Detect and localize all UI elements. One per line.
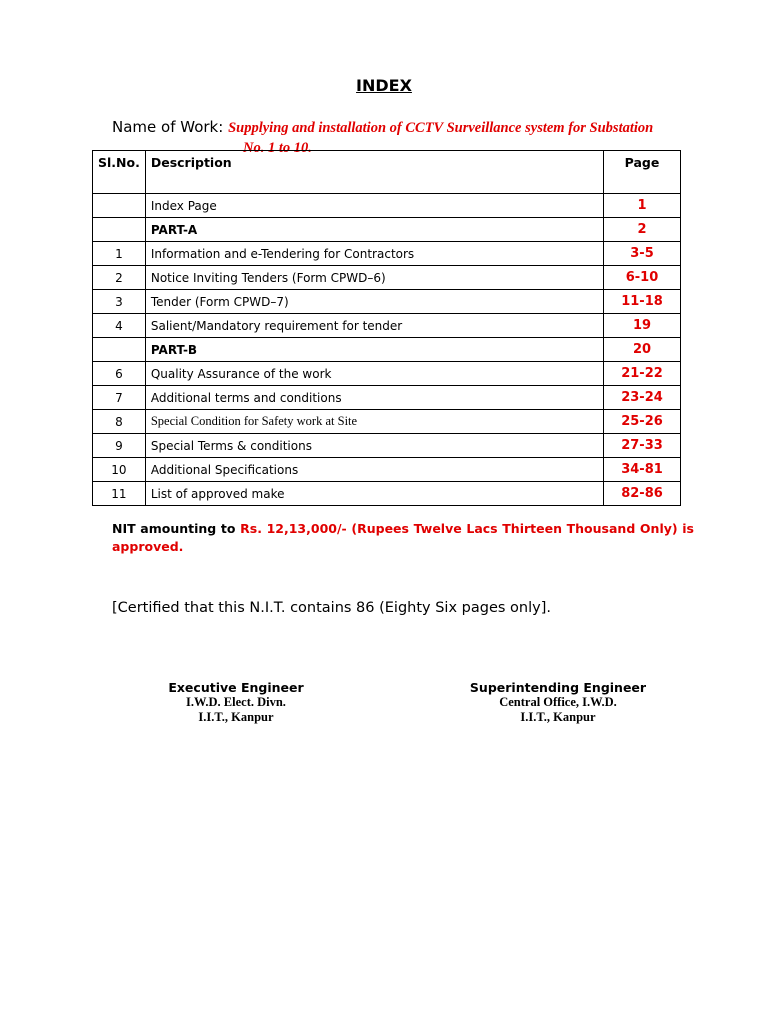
- row-sl-no: 2: [93, 266, 146, 290]
- index-table: [92, 150, 681, 506]
- row-page: 1: [604, 194, 681, 218]
- row-page: 2: [604, 218, 681, 242]
- row-description: Additional Specifications: [145, 458, 603, 482]
- row-sl-no: [93, 194, 146, 218]
- header-description: Description: [145, 151, 603, 194]
- table-row: [93, 482, 681, 506]
- row-description: PART-A: [145, 218, 603, 242]
- row-sl-no: 9: [93, 434, 146, 458]
- nit-amount: Rs. 12,13,000/- (Rupees Twelve Lacs Thirteen Thousand Only): [240, 521, 678, 536]
- signatory-title: Superintending Engineer: [469, 680, 647, 695]
- row-sl-no: 11: [93, 482, 146, 506]
- name-of-work-text-line1: Supplying and installation of CCTV Surveillance system for Substation: [228, 120, 654, 136]
- certification-note: [Certified that this N.I.T. contains 86 (Eighty Six pages only].: [112, 600, 551, 616]
- page-title: INDEX: [356, 76, 412, 95]
- signatory-institute: I.I.T., Kanpur: [198, 710, 274, 724]
- row-description: Index Page: [145, 194, 603, 218]
- row-sl-no: [93, 218, 146, 242]
- row-page: 23-24: [604, 386, 681, 410]
- table-row: [93, 218, 681, 242]
- table-row: [93, 242, 681, 266]
- table-row: [93, 386, 681, 410]
- row-page: 11-18: [604, 290, 681, 314]
- signatory-executive-engineer: [156, 680, 316, 725]
- signatory-division: I.W.D. Elect. Divn.: [186, 695, 286, 709]
- row-sl-no: 4: [93, 314, 146, 338]
- nit-prefix: NIT amounting to: [112, 521, 236, 536]
- row-description: Notice Inviting Tenders (Form CPWD–6): [145, 266, 603, 290]
- row-page: 6-10: [604, 266, 681, 290]
- row-description: Special Terms & conditions: [145, 434, 603, 458]
- name-of-work-text-line2: No. 1 to 10.: [243, 140, 312, 156]
- row-sl-no: 10: [93, 458, 146, 482]
- row-sl-no: 3: [93, 290, 146, 314]
- row-description: PART-B: [145, 338, 603, 362]
- row-page: 21-22: [604, 362, 681, 386]
- row-sl-no: [93, 338, 146, 362]
- table-row: [93, 338, 681, 362]
- table-row: [93, 194, 681, 218]
- signatory-superintending-engineer: [468, 680, 648, 725]
- nit-approval-note: [112, 520, 694, 556]
- index-table-header-row: [93, 151, 681, 194]
- signatory-office: Central Office, I.W.D.: [499, 695, 617, 709]
- signatory-institute: I.I.T., Kanpur: [520, 710, 596, 724]
- row-page: 20: [604, 338, 681, 362]
- table-row: [93, 290, 681, 314]
- row-description: Special Condition for Safety work at Site: [145, 410, 603, 434]
- header-page: Page: [604, 151, 681, 194]
- row-sl-no: 6: [93, 362, 146, 386]
- row-page: 3-5: [604, 242, 681, 266]
- row-sl-no: 1: [93, 242, 146, 266]
- row-page: 27-33: [604, 434, 681, 458]
- row-description: Salient/Mandatory requirement for tender: [145, 314, 603, 338]
- header-sl-no: Sl.No.: [93, 151, 146, 194]
- table-row: [93, 458, 681, 482]
- name-of-work-label: Name of Work:: [112, 118, 224, 136]
- row-sl-no: 8: [93, 410, 146, 434]
- signatory-title: Executive Engineer: [168, 680, 304, 695]
- row-description: Information and e-Tendering for Contractors: [145, 242, 603, 266]
- nit-suffix: is approved.: [112, 521, 694, 554]
- row-page: 82-86: [604, 482, 681, 506]
- table-row: [93, 362, 681, 386]
- row-description: List of approved make: [145, 482, 603, 506]
- table-row: [93, 314, 681, 338]
- row-sl-no: 7: [93, 386, 146, 410]
- table-row: [93, 266, 681, 290]
- row-description: Additional terms and conditions: [145, 386, 603, 410]
- row-page: 34-81: [604, 458, 681, 482]
- table-row: [93, 434, 681, 458]
- row-page: 25-26: [604, 410, 681, 434]
- row-page: 19: [604, 314, 681, 338]
- row-description: Quality Assurance of the work: [145, 362, 603, 386]
- table-row: [93, 410, 681, 434]
- row-description: Tender (Form CPWD–7): [145, 290, 603, 314]
